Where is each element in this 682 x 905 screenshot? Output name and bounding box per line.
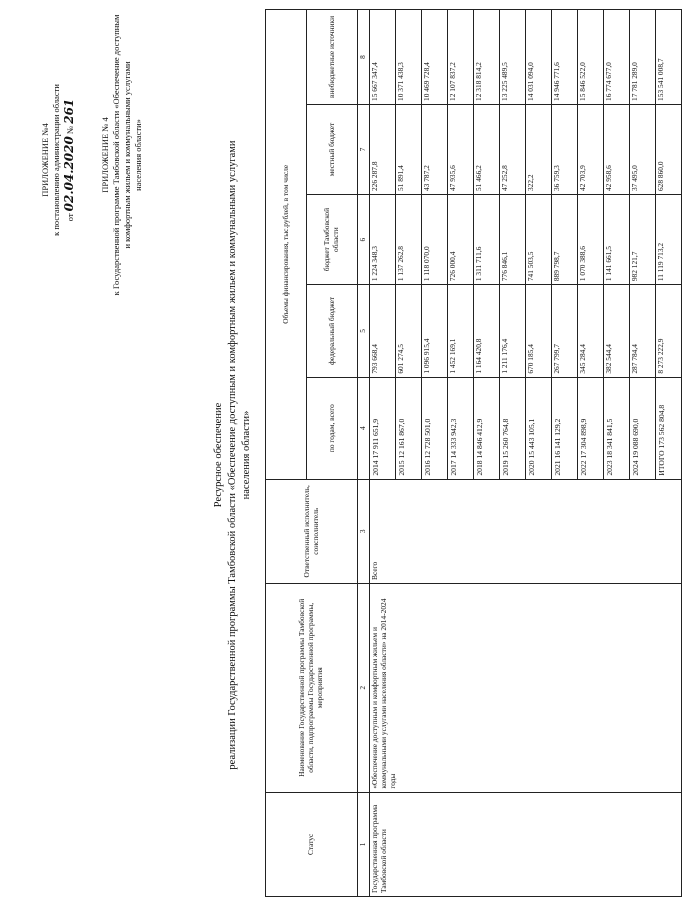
extra-value: 17 781 289,0 [629, 10, 655, 105]
regional-value: 741 503,5 [525, 195, 551, 285]
total-value: 16 141 129,2 [552, 418, 562, 459]
resources-table [265, 9, 682, 897]
local-value: 51 891,4 [395, 104, 421, 194]
regional-value: 889 798,7 [551, 195, 577, 285]
total-value: 173 562 804,8 [656, 404, 666, 449]
total-value: 12 161 867,0 [396, 418, 406, 459]
year-label: 2016 [422, 460, 432, 476]
regional-value: 1 141 661,5 [603, 195, 629, 285]
local-value: 47 252,8 [499, 104, 525, 194]
year-label: 2019 [500, 460, 510, 476]
federal-value: 1 211 176,4 [499, 285, 525, 377]
federal-value: 382 544,4 [603, 285, 629, 377]
appendix-title: ПРИЛОЖЕНИЕ №4 [40, 123, 50, 197]
regional-value: 1 070 388,6 [577, 195, 603, 285]
federal-value: 8 273 222,9 [655, 285, 681, 377]
total-value: 14 846 412,9 [474, 418, 484, 459]
year-label: 2018 [474, 460, 484, 476]
total-value: 17 911 651,9 [370, 418, 380, 459]
table-row [369, 10, 395, 897]
local-value: 36 759,3 [551, 104, 577, 194]
federal-value: 345 284,4 [577, 285, 603, 377]
header-total: по годам, всего [307, 377, 358, 479]
total-value: 15 443 105,1 [526, 418, 536, 459]
header-name: Наименование Государственной программы Тамбовской области, подпрограммы Государственной программы, мероприятия [266, 583, 358, 792]
regional-value: 11 119 713,2 [655, 195, 681, 285]
local-value: 47 935,6 [447, 104, 473, 194]
total-value: 12 728 501,0 [422, 418, 432, 459]
extra-value: 13 225 489,5 [499, 10, 525, 105]
header-regional: бюджет Тамбовской области [307, 195, 358, 285]
federal-value: 793 668,4 [369, 285, 395, 377]
column-numbers-row: 1 2 3 4 5 6 7 8 [358, 10, 370, 897]
appendix-stamp [40, 45, 78, 275]
total-label: ИТОГО [656, 450, 666, 476]
header-status: Статус [266, 792, 358, 896]
federal-value: 601 274,5 [395, 285, 421, 377]
regional-value: 1 137 262,8 [395, 195, 421, 285]
local-value: 42 703,9 [577, 104, 603, 194]
total-value: 18 341 841,5 [604, 418, 614, 459]
extra-value: 14 946 771,6 [551, 10, 577, 105]
program-name-cell: «Обеспечение доступным и комфортным жильем и коммунальными услугами населения области» на 2014-2024 годы [369, 583, 681, 792]
extra-value: 14 031 094,0 [525, 10, 551, 105]
header-federal: федеральный бюджет [307, 285, 358, 377]
header-row-1 [266, 10, 307, 897]
year-label: 2020 [526, 460, 536, 476]
extra-value: 10 371 438,3 [395, 10, 421, 105]
regional-value: 726 000,4 [447, 195, 473, 285]
local-value: 43 787,2 [421, 104, 447, 194]
header-local: местный бюджет [307, 104, 358, 194]
status-cell: Государственная программа Тамбовской области [369, 792, 681, 896]
extra-value: 12 318 814,2 [473, 10, 499, 105]
total-value: 19 088 690,0 [630, 418, 640, 459]
year-label: 2024 [630, 460, 640, 476]
handwritten-number: 261 [62, 98, 77, 124]
federal-value: 1 452 169,1 [447, 285, 473, 377]
regional-value: 982 121,7 [629, 195, 655, 285]
regional-value: 776 846,1 [499, 195, 525, 285]
local-value: 226 287,8 [369, 104, 395, 194]
handwritten-date: 02.04.2020 [62, 136, 77, 212]
local-value: 42 958,6 [603, 104, 629, 194]
extra-value: 15 667 347,4 [369, 10, 395, 105]
header-executor: Ответственный исполнитель, соисполнитель [266, 479, 358, 583]
extra-value: 153 541 008,7 [655, 10, 681, 105]
federal-value: 1 164 420,8 [473, 285, 499, 377]
year-label: 2021 [552, 460, 562, 476]
total-value: 15 260 764,8 [500, 418, 510, 459]
local-value: 628 860,0 [655, 104, 681, 194]
appendix-4-block: ПРИЛОЖЕНИЕ № 4 к Государственной программе Тамбовской области «Обеспечение доступным и комфортным жильем и коммунальными услугами населения области» [100, 5, 144, 305]
appendix-date-line: от 02.04.2020 № 261 [62, 98, 77, 222]
extra-value: 16 774 677,0 [603, 10, 629, 105]
header-extra: внебюджетные источники [307, 10, 358, 105]
extra-value: 12 107 837,2 [447, 10, 473, 105]
regional-value: 1 118 070,0 [421, 195, 447, 285]
year-label: 2015 [396, 460, 406, 476]
federal-value: 670 185,4 [525, 285, 551, 377]
appendix-ref: к постановлению администрации области [51, 84, 62, 236]
header-financing: Объемы финансирования, тыс.рублей, в том числе [266, 10, 307, 480]
appendix-4-title: ПРИЛОЖЕНИЕ № 4 [100, 117, 110, 193]
extra-value: 10 469 728,4 [421, 10, 447, 105]
extra-value: 15 846 522,0 [577, 10, 603, 105]
year-label: 2017 [448, 460, 458, 476]
regional-value: 1 224 348,3 [369, 195, 395, 285]
federal-value: 287 784,4 [629, 285, 655, 377]
regional-value: 1 311 711,6 [473, 195, 499, 285]
year-label: 2023 [604, 460, 614, 476]
executor-cell: Всего [369, 479, 681, 583]
year-label: 2022 [578, 460, 588, 476]
local-value: 322,2 [525, 104, 551, 194]
total-value: 14 333 942,3 [448, 418, 458, 459]
federal-value: 267 799,7 [551, 285, 577, 377]
year-label: 2014 [370, 460, 380, 476]
local-value: 37 495,0 [629, 104, 655, 194]
federal-value: 1 096 915,4 [421, 285, 447, 377]
local-value: 51 466,2 [473, 104, 499, 194]
total-value: 17 304 898,9 [578, 418, 588, 459]
document-title: Ресурсное обеспечение реализации Государственной программы Тамбовской области «Обеспечение доступным и комфортным жильем и коммунальными услугами населения области» [213, 140, 253, 770]
